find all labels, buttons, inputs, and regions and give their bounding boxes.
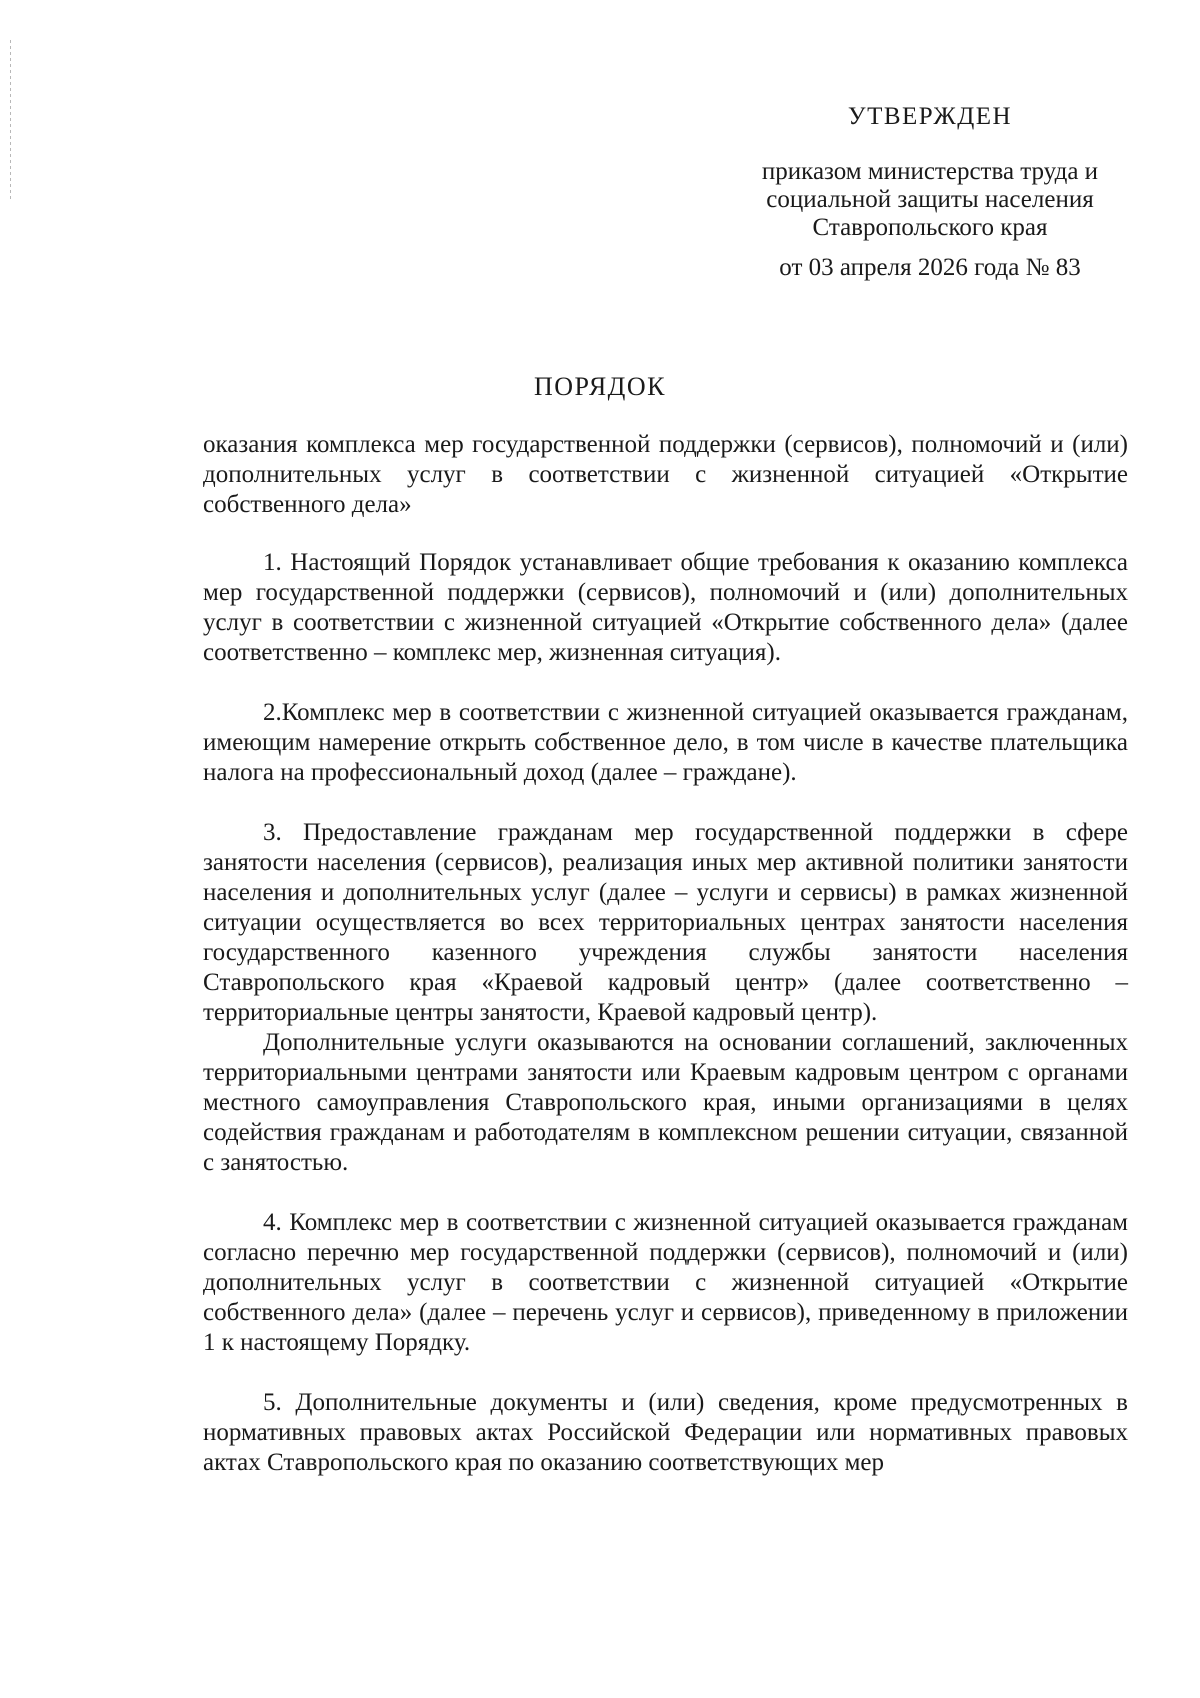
approval-date: от 03 апреля 2026 года № 83 xyxy=(779,254,1081,281)
document-body xyxy=(203,548,1128,1478)
approval-order-lines xyxy=(740,158,1120,242)
document-title: ПОРЯДОК xyxy=(533,372,667,401)
approval-line: Ставропольского края xyxy=(812,214,1048,241)
approval-title: УТВЕРЖДЕН xyxy=(847,103,1013,130)
approval-line: приказом министерства труда и xyxy=(761,158,1099,185)
paragraph: 3. Предоставление гражданам мер государственной поддержки в сфере занятости населения (сервисов), реализация иных мер активной политики занятости населения и дополнительных услуг (далее – услуги и сервисы) в рамках жизненной ситуации осуществляется во всех территориальных центрах занятости населения государственного казенного учреждения службы занятости населения Ставропольского края «Краевой кадровый центр» (далее соответственно – территориальные центры занятости, Краевой кадровый центр). xyxy=(203,819,1128,1026)
document-subtitle: оказания комплекса мер государственной поддержки (сервисов), полномочий и (или) дополнительных услуг в соответствии с жизненной ситуацией «Открытие собственного дела» xyxy=(203,431,1128,518)
approval-line: социальной защиты населения xyxy=(766,186,1094,213)
paragraph: 4. Комплекс мер в соответствии с жизненной ситуацией оказывается гражданам согласно перечню мер государственной поддержки (сервисов), полномочий и (или) дополнительных услуг в соответствии с жизненной ситуацией «Открытие собственного дела» (далее – перечень услуг и сервисов), приведенному в приложении 1 к настоящему Порядку. xyxy=(203,1209,1128,1356)
paragraph: 5. Дополнительные документы и (или) сведения, кроме предусмотренных в нормативных правовых актах Российской Федерации или нормативных правовых актах Ставропольского края по оказанию соответствующих мер xyxy=(203,1389,1128,1476)
paragraph: 2.Комплекс мер в соответствии с жизненной ситуацией оказывается гражданам, имеющим намерение открыть собственное дело, в том числе в качестве плательщика налога на профессиональный доход (далее – граждане). xyxy=(203,699,1128,786)
paragraph: 1. Настоящий Порядок устанавливает общие требования к оказанию комплекса мер государственной поддержки (сервисов), полномочий и (или) дополнительных услуг в соответствии с жизненной ситуацией «Открытие собственного дела» (далее соответственно – комплекс мер, жизненная ситуация). xyxy=(203,549,1128,666)
paragraph: Дополнительные услуги оказываются на основании соглашений, заключенных территориальными центрами занятости или Краевым кадровым центром с органами местного самоуправления Ставропольского края, иными организациями в целях содействия гражданам и работодателям в комплексном решении ситуации, связанной с занятостью. xyxy=(203,1029,1128,1176)
scan-edge-mark xyxy=(10,40,11,200)
